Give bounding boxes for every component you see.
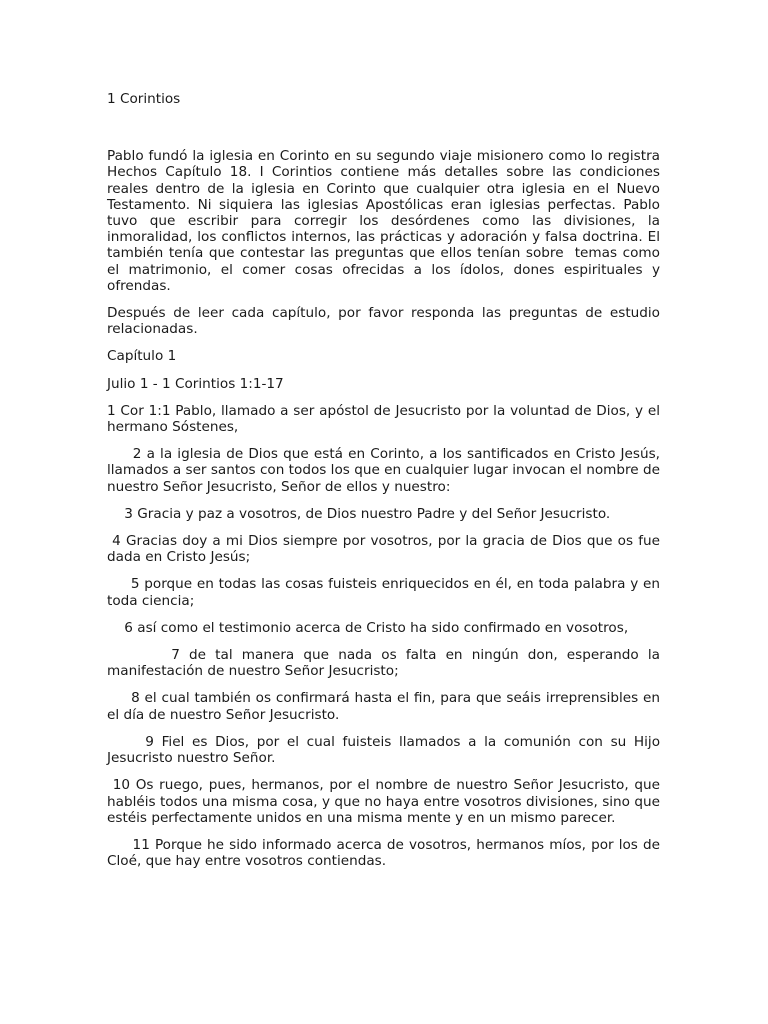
verse-2: 2 a la iglesia de Dios que está en Corinto, a los santificados en Cristo Jesús, llamados a ser santos con todos los que en cualquier lugar invocan el nombre de nuestro Señor Jesucristo, Señor de ellos y nuestro: xyxy=(107,446,665,495)
verse-4: 4 Gracias doy a mi Dios siempre por vosotros, por la gracia de Dios que os fue dada en Cristo Jesús; xyxy=(107,533,665,566)
reading-heading: Julio 1 - 1 Corintios 1:1-17 xyxy=(107,375,284,392)
verse-6: 6 así como el testimonio acerca de Cristo ha sido confirmado en vosotros, xyxy=(107,619,629,636)
verse-5: 5 porque en todas las cosas fuisteis enriquecidos en él, en toda palabra y en toda ciencia; xyxy=(107,576,665,609)
verse-11: 11 Porque he sido informado acerca de vosotros, hermanos míos, por los de Cloé, que hay entre vosotros contiendas. xyxy=(107,836,665,870)
verse-10: 10 Os ruego, pues, hermanos, por el nombre de nuestro Señor Jesucristo, que habléis todos una misma cosa, y que no haya entre vosotros divisiones, sino que estéis perfectamente unidos en una misma mente y en un mismo parecer. xyxy=(107,777,665,826)
verse-7: 7 de tal manera que nada os falta en ningún don, esperando la manifestación de nuestro Señor Jesucristo; xyxy=(107,647,665,680)
document-title: 1 Corintios xyxy=(107,91,181,107)
verse-9: 9 Fiel es Dios, por el cual fuisteis llamados a la comunión con su Hijo Jesucristo nuestro Señor. xyxy=(107,733,665,767)
document-page xyxy=(107,91,665,880)
chapter-heading: Capítulo 1 xyxy=(107,348,177,365)
verse-3: 3 Gracia y paz a vosotros, de Dios nuestro Padre y del Señor Jesucristo. xyxy=(107,505,611,522)
instructions-paragraph: Después de leer cada capítulo, por favor responda las preguntas de estudio relacionadas. xyxy=(107,305,665,338)
intro-paragraph: Pablo fundó la iglesia en Corinto en su segundo viaje misionero como lo registra Hechos Capítulo 18. I Corintios contiene más detalles sobre las condiciones reales dentro de la iglesia en Corinto que cualquier otra iglesia en el Nuevo Testamento. Ni siquiera las iglesias Apostólicas eran iglesias perfectas. Pablo tuvo que escribir para corregir los desórdenes como las divisiones, la inmoralidad, los conflictos internos, las prácticas y adoración y falsa doctrina. El también tenía que contestar las preguntas que ellos tenían sobre temas como el matrimonio, el comer cosas ofrecidas a los ídolos, dones espirituales y ofrendas. xyxy=(107,148,665,294)
verse-8: 8 el cual también os confirmará hasta el fin, para que seáis irreprensibles en el día de nuestro Señor Jesucristo. xyxy=(107,690,665,723)
verse-1: 1 Cor 1:1 Pablo, llamado a ser apóstol de Jesucristo por la voluntad de Dios, y el hermano Sóstenes, xyxy=(107,402,665,436)
